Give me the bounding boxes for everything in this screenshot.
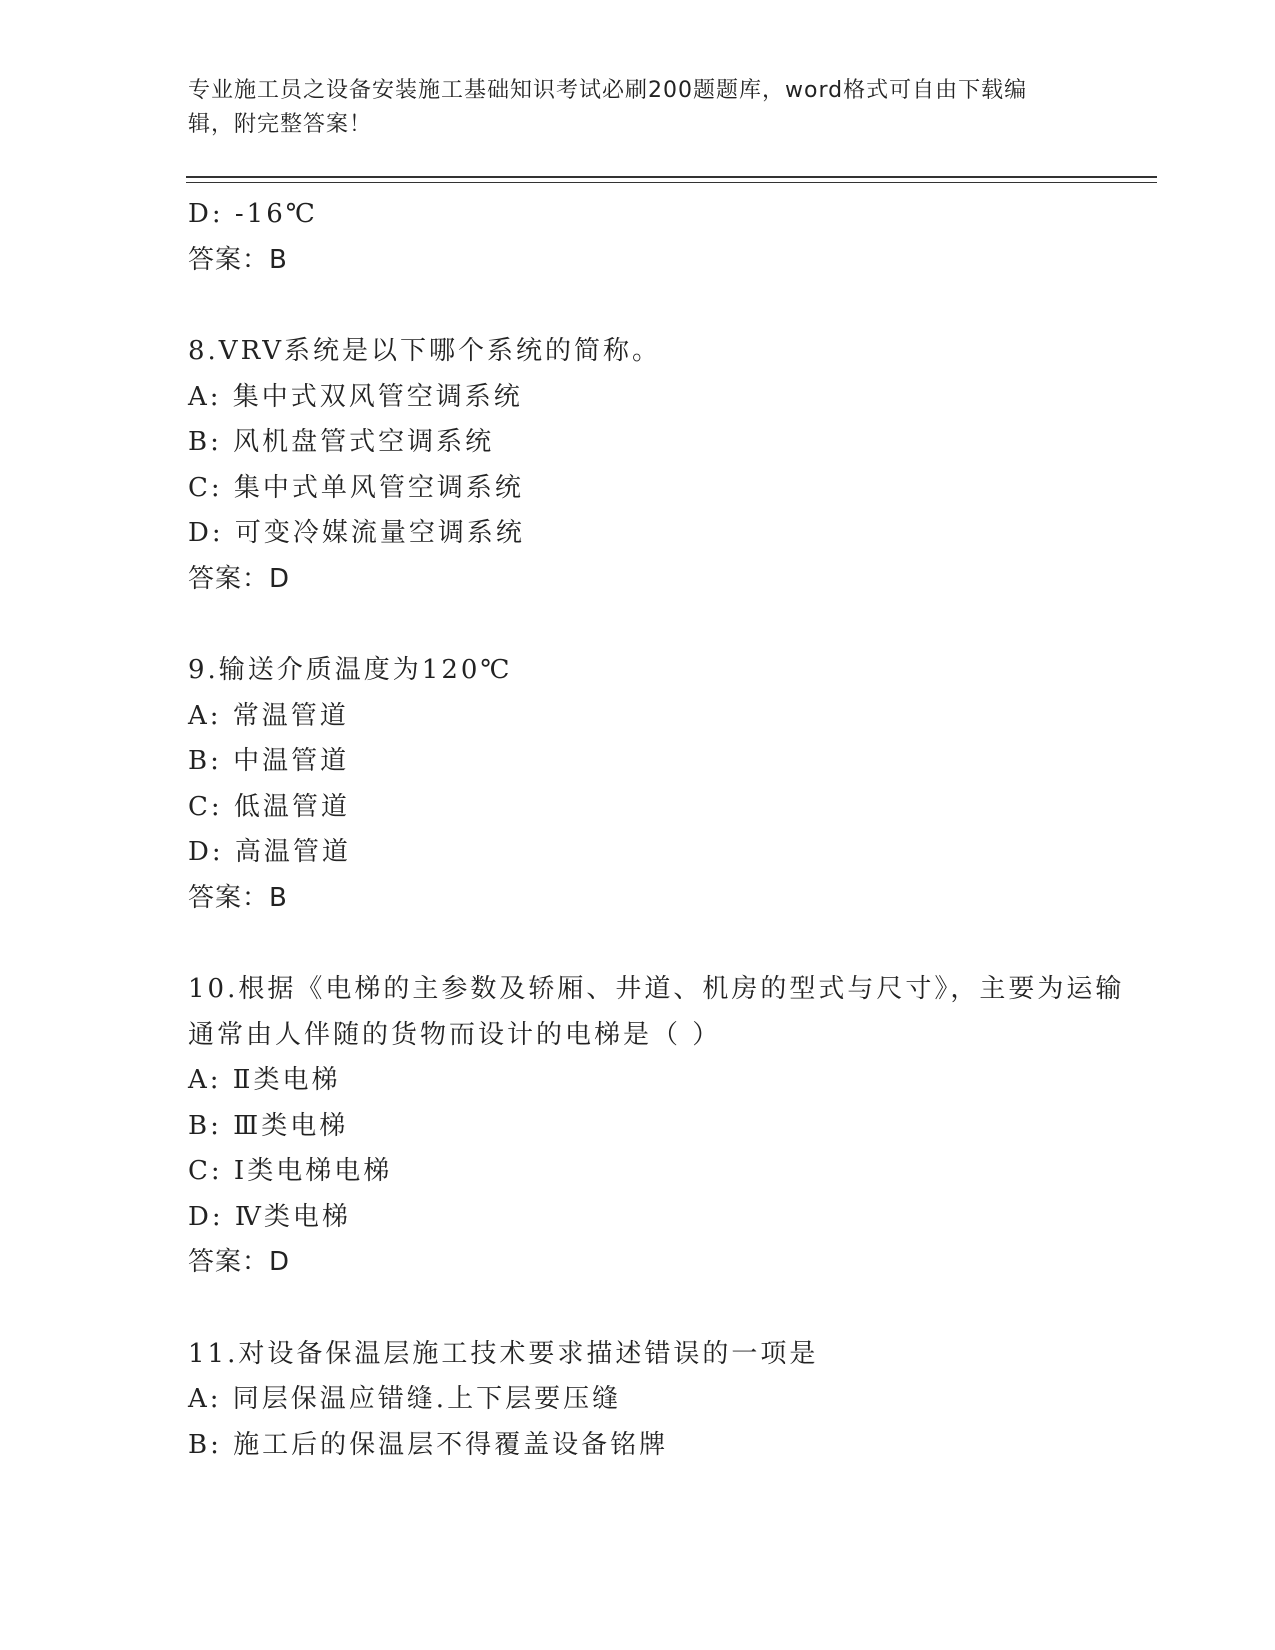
- question-block-10: [188, 967, 1148, 1286]
- option-d: D: 可变冷媒流量空调系统: [188, 518, 525, 548]
- question-title: 9.输送介质温度为120℃: [188, 655, 513, 685]
- option-b: B: 风机盘管式空调系统: [188, 427, 495, 457]
- option-b: B: 施工后的保温层不得覆盖设备铭牌: [188, 1429, 669, 1460]
- question-block-8: [188, 329, 1148, 602]
- option-b: B: 中温管道: [188, 746, 350, 776]
- option-a: A: 集中式双风管空调系统: [188, 381, 523, 412]
- option-b: B: Ⅲ类电梯: [188, 1110, 349, 1141]
- page-header: 专业施工员之设备安装施工基础知识考试必刷200题题库，word格式可自由下载编辑，附完整答案！: [188, 78, 1028, 137]
- question-block-11: [188, 1332, 1148, 1469]
- header-divider: [186, 176, 1157, 178]
- answer: 答案：B: [188, 244, 288, 275]
- option-c: C: 低温管道: [188, 791, 350, 822]
- answer: 答案：D: [188, 563, 291, 594]
- question-block-prev: [188, 192, 1148, 283]
- option-a: A: 常温管道: [188, 700, 349, 731]
- header-divider-thin: [186, 182, 1157, 183]
- option-d: D: -16℃: [188, 199, 318, 229]
- answer: 答案：B: [188, 882, 288, 913]
- option-c: C: Ⅰ类电梯电梯: [188, 1156, 393, 1186]
- option-a: A: 同层保温应错缝.上下层要压缝: [188, 1384, 622, 1414]
- option-c: C: 集中式单风管空调系统: [188, 472, 524, 503]
- answer: 答案：D: [188, 1247, 291, 1277]
- question-title: 11.对设备保温层施工技术要求描述错误的一项是: [188, 1338, 819, 1369]
- option-d: D: Ⅳ类电梯: [188, 1201, 351, 1232]
- option-a: A: Ⅱ类电梯: [188, 1065, 341, 1095]
- option-d: D: 高温管道: [188, 837, 351, 867]
- question-title: 8.VRV系统是以下哪个系统的简称。: [188, 336, 662, 366]
- question-list: [188, 192, 1148, 1468]
- question-block-9: [188, 648, 1148, 921]
- question-title: 10.根据《电梯的主参数及轿厢、井道、机房的型式与尺寸》，主要为运输通常由人伴随的货物而设计的电梯是（ ）: [188, 974, 1125, 1050]
